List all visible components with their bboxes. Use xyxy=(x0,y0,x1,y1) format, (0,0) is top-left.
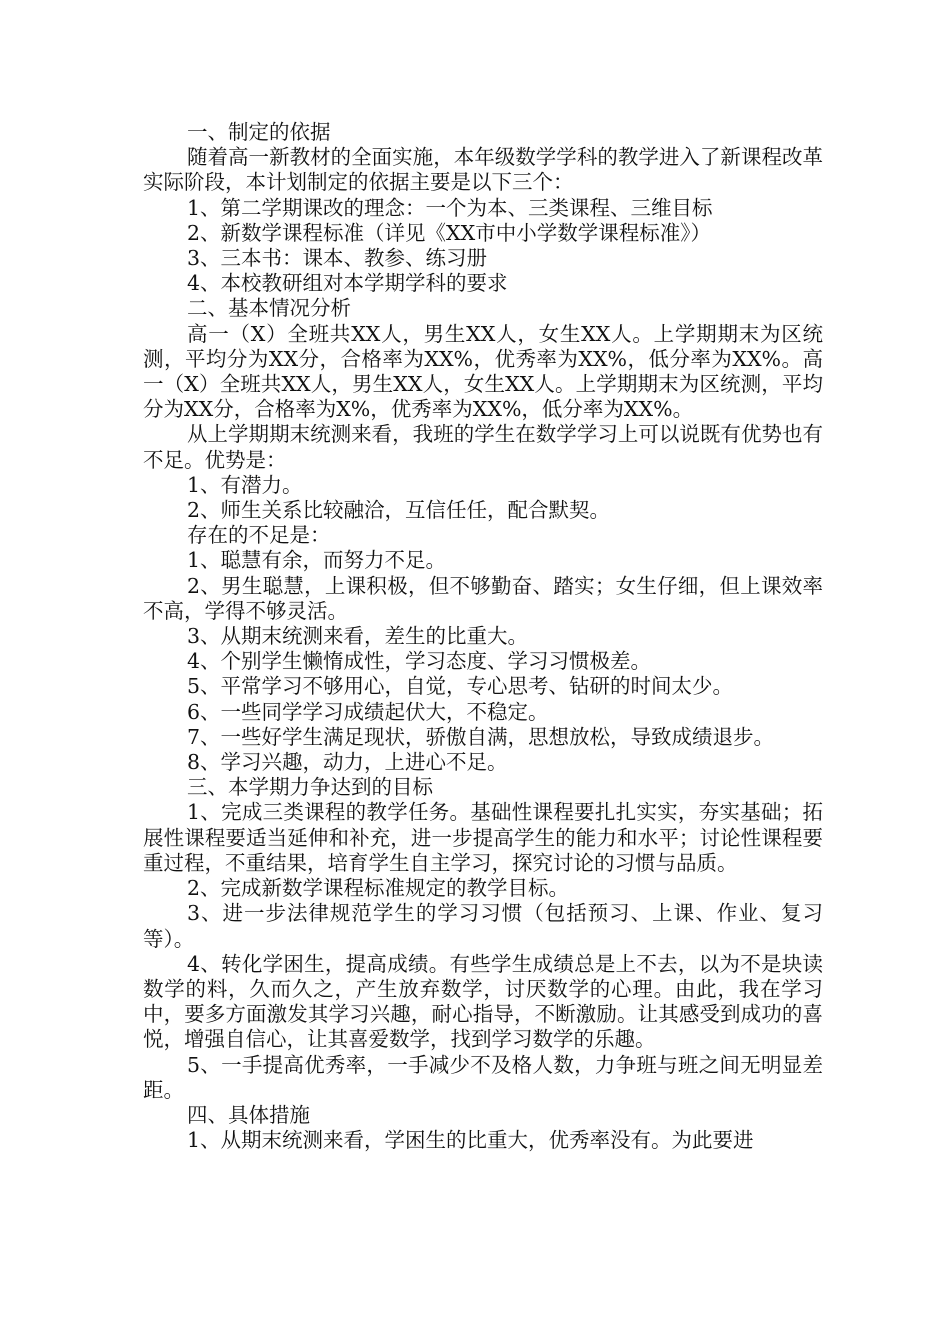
list-item: 4、转化学困生，提高成绩。有些学生成绩总是上不去，以为不是块读数学的料，久而久之，产生放弃数学，讨厌数学的心理。由此，我在学习中，要多方面激发其学习兴趣，耐心指导，不断激励。让其感受到成功的喜悦，增强自信心，让其喜爱数学，找到学习数学的乐趣。 xyxy=(143,951,823,1052)
paragraph: 高一（X）全班共XX人，男生XX人，女生XX人。上学期期末为区统测，平均分为XX分，合格率为XX%，优秀率为XX%，低分率为XX%。高一（X）全班共XX人，男生XX人，女生XX人。上学期期末为区统测，平均分为XX分，合格率为X%，优秀率为XX%，低分率为XX%。 xyxy=(143,321,823,422)
list-item: 3、三本书：课本、教参、练习册 xyxy=(187,246,488,271)
heading-basis: 一、制定的依据 xyxy=(187,120,331,144)
list-item: 4、本校教研组对本学期学科的要求 xyxy=(187,271,508,296)
list-item: 4、个别学生懒惰成性，学习态度、学习习惯极差。 xyxy=(187,649,652,674)
list-item: 2、男生聪慧，上课积极，但不够勤奋、踏实；女生仔细，但上课效率不高，学得不够灵活。 xyxy=(143,573,823,623)
list-item: 3、从期末统测来看，差生的比重大。 xyxy=(187,624,529,649)
list-item: 2、完成新数学课程标准规定的教学目标。 xyxy=(187,876,570,901)
list-item: 1、第二学期课改的理念：一个为本、三类课程、三维目标 xyxy=(187,195,713,220)
paragraph: 存在的不足是： xyxy=(187,523,331,548)
paragraph: 从上学期期末统测来看，我班的学生在数学学习上可以说既有优势也有不足。优势是： xyxy=(143,422,823,472)
list-item: 2、新数学课程标准（详见《XX市中小学数学课程标准》） xyxy=(187,220,711,245)
list-item: 8、学习兴趣，动力，上进心不足。 xyxy=(187,750,508,775)
paragraph: 随着高一新教材的全面实施，本年级数学学科的教学进入了新课程改革实际阶段，本计划制定的依据主要是以下三个： xyxy=(143,145,823,195)
document-body xyxy=(143,120,823,1153)
list-item: 5、一手提高优秀率，一手减少不及格人数，力争班与班之间无明显差距。 xyxy=(143,1052,823,1102)
list-item: 3、进一步法律规范学生的学习习惯（包括预习、上课、作业、复习等）。 xyxy=(143,901,823,951)
list-item: 1、从期末统测来看，学困生的比重大，优秀率没有。为此要进 xyxy=(187,1128,754,1153)
list-item: 1、聪慧有余，而努力不足。 xyxy=(187,548,447,573)
heading-measures: 四、具体措施 xyxy=(187,1102,310,1127)
list-item: 2、师生关系比较融洽，互信任任，配合默契。 xyxy=(187,498,611,523)
list-item: 1、完成三类课程的教学任务。基础性课程要扎扎实实，夯实基础；拓展性课程要适当延伸和补充，进一步提高学生的能力和水平；讨论性课程要重过程，不重结果，培育学生自主学习，探究讨论的习惯与品质。 xyxy=(143,800,823,875)
list-item: 5、平常学习不够用心，自觉，专心思考、钻研的时间太少。 xyxy=(187,674,734,699)
heading-analysis: 二、基本情况分析 xyxy=(187,296,351,321)
list-item: 1、有潜力。 xyxy=(187,472,303,497)
heading-goals: 三、本学期力争达到的目标 xyxy=(187,775,433,800)
list-item: 6、一些同学学习成绩起伏大，不稳定。 xyxy=(187,699,549,724)
list-item: 7、一些好学生满足现状，骄傲自满，思想放松，导致成绩退步。 xyxy=(187,724,775,749)
